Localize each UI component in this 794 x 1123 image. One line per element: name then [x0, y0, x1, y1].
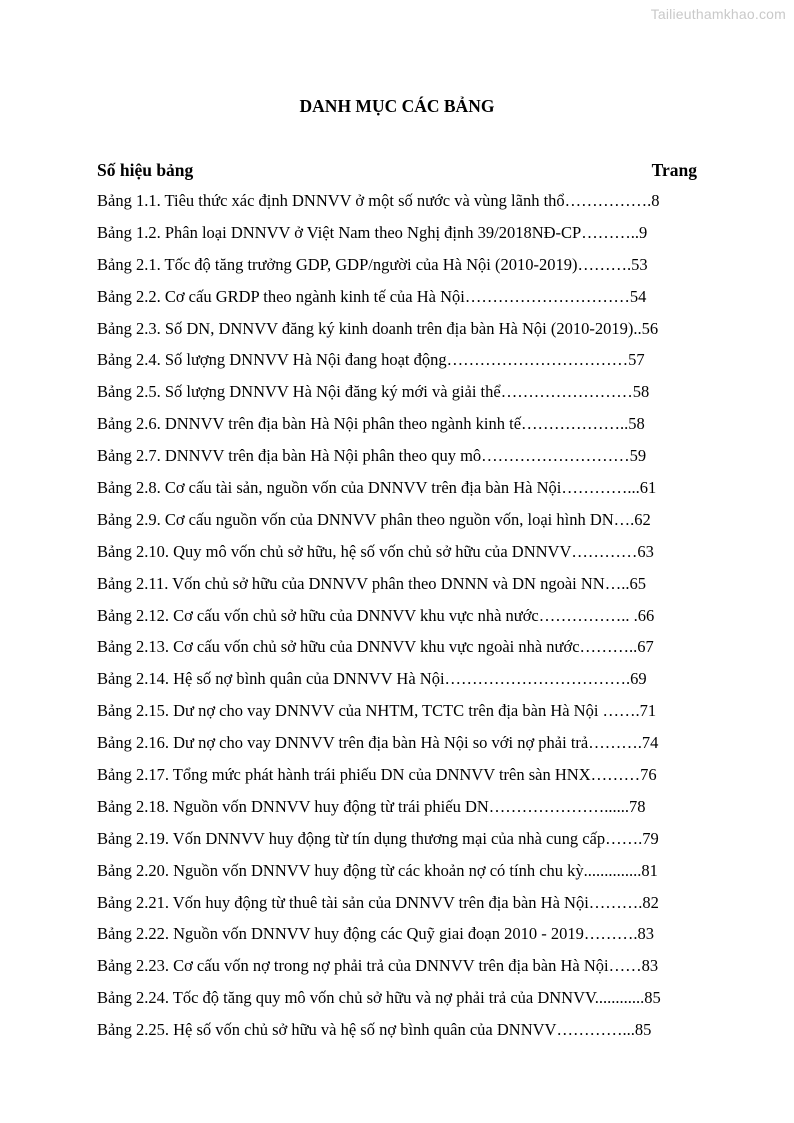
table-list-entry: Bảng 2.11. Vốn chủ sở hữu của DNNVV phân theo DNNN và DN ngoài NN…..65 — [97, 573, 646, 593]
table-list-entry: Bảng 2.10. Quy mô vốn chủ sở hữu, hệ số vốn chủ sở hữu của DNNVV…………63 — [97, 541, 654, 561]
table-list-entry: Bảng 2.17. Tổng mức phát hành trái phiếu DN của DNNVV trên sàn HNX………76 — [97, 765, 657, 785]
table-list-entry: Bảng 2.18. Nguồn vốn DNNVV huy động từ trái phiếu DN…………………......78 — [97, 796, 646, 816]
table-list-entry: Bảng 2.19. Vốn DNNVV huy động từ tín dụng thương mại của nhà cung cấp…….79 — [97, 828, 659, 848]
table-list-entry: Bảng 2.1. Tốc độ tăng trưởng GDP, GDP/người của Hà Nội (2010-2019)……….53 — [97, 254, 648, 274]
table-list-entry: Bảng 2.21. Vốn huy động từ thuê tài sản của DNNVV trên địa bàn Hà Nội……….82 — [97, 892, 659, 912]
table-list-entry: Bảng 2.24. Tốc độ tăng quy mô vốn chủ sở hữu và nợ phải trả của DNNVV............85 — [97, 988, 661, 1008]
table-list-entry: Bảng 2.14. Hệ số nợ bình quân của DNNVV Hà Nội…………………………….69 — [97, 669, 647, 689]
column-header-row — [97, 160, 697, 181]
table-list-entry: Bảng 2.5. Số lượng DNNVV Hà Nội đăng ký mới và giải thể……………………58 — [97, 382, 650, 402]
table-list-entry: Bảng 2.16. Dư nợ cho vay DNNVV trên địa bàn Hà Nội so với nợ phải trả……….74 — [97, 733, 659, 753]
column-header-page: Trang — [651, 160, 697, 180]
table-list-entry: Bảng 1.2. Phân loại DNNVV ở Việt Nam theo Nghị định 39/2018NĐ-CP………..9 — [97, 222, 648, 242]
column-header-table-number: Số hiệu bảng — [97, 160, 194, 180]
table-list-entry: Bảng 2.3. Số DN, DNNVV đăng ký kinh doanh trên địa bàn Hà Nội (2010-2019)..56 — [97, 318, 659, 338]
table-list-entry: Bảng 2.22. Nguồn vốn DNNVV huy động các Quỹ giai đoạn 2010 - 2019……….83 — [97, 924, 654, 944]
table-list-entry: Bảng 2.7. DNNVV trên địa bàn Hà Nội phân theo quy mô………………………59 — [97, 446, 647, 466]
watermark: Tailieuthamkhao.com — [650, 6, 786, 22]
table-list-entry: Bảng 2.4. Số lượng DNNVV Hà Nội đang hoạt động……………………………57 — [97, 350, 645, 370]
table-list-entry: Bảng 2.23. Cơ cấu vốn nợ trong nợ phải trả của DNNVV trên địa bàn Hà Nội……83 — [97, 956, 659, 976]
table-list-entry: Bảng 2.2. Cơ cấu GRDP theo ngành kinh tế của Hà Nội…………………………54 — [97, 286, 647, 306]
table-list-entry: Bảng 1.1. Tiêu thức xác định DNNVV ở một số nước và vùng lãnh thổ…………….8 — [97, 191, 660, 210]
table-list-entry: Bảng 2.20. Nguồn vốn DNNVV huy động từ các khoản nợ có tính chu kỳ..............81 — [97, 860, 658, 880]
table-list-entry: Bảng 2.12. Cơ cấu vốn chủ sở hữu của DNNVV khu vực nhà nước…………….. .66 — [97, 605, 655, 625]
table-list-entry: Bảng 2.15. Dư nợ cho vay DNNVV của NHTM, TCTC trên địa bàn Hà Nội …….71 — [97, 701, 657, 721]
table-list — [97, 189, 697, 1050]
table-list-entry: Bảng 2.13. Cơ cấu vốn chủ sở hữu của DNNVV khu vực ngoài nhà nước………..67 — [97, 637, 654, 657]
page-title: DANH MỤC CÁC BẢNG — [299, 96, 495, 116]
table-list-entry: Bảng 2.6. DNNVV trên địa bàn Hà Nội phân theo ngành kinh tế………………..58 — [97, 414, 645, 434]
table-list-entry: Bảng 2.8. Cơ cấu tài sản, nguồn vốn của DNNVV trên địa bàn Hà Nội…………...61 — [97, 478, 657, 498]
table-list-entry: Bảng 2.25. Hệ số vốn chủ sở hữu và hệ số nợ bình quân của DNNVV…………...85 — [97, 1020, 652, 1040]
table-list-entry: Bảng 2.9. Cơ cấu nguồn vốn của DNNVV phân theo nguồn vốn, loại hình DN….62 — [97, 509, 651, 529]
